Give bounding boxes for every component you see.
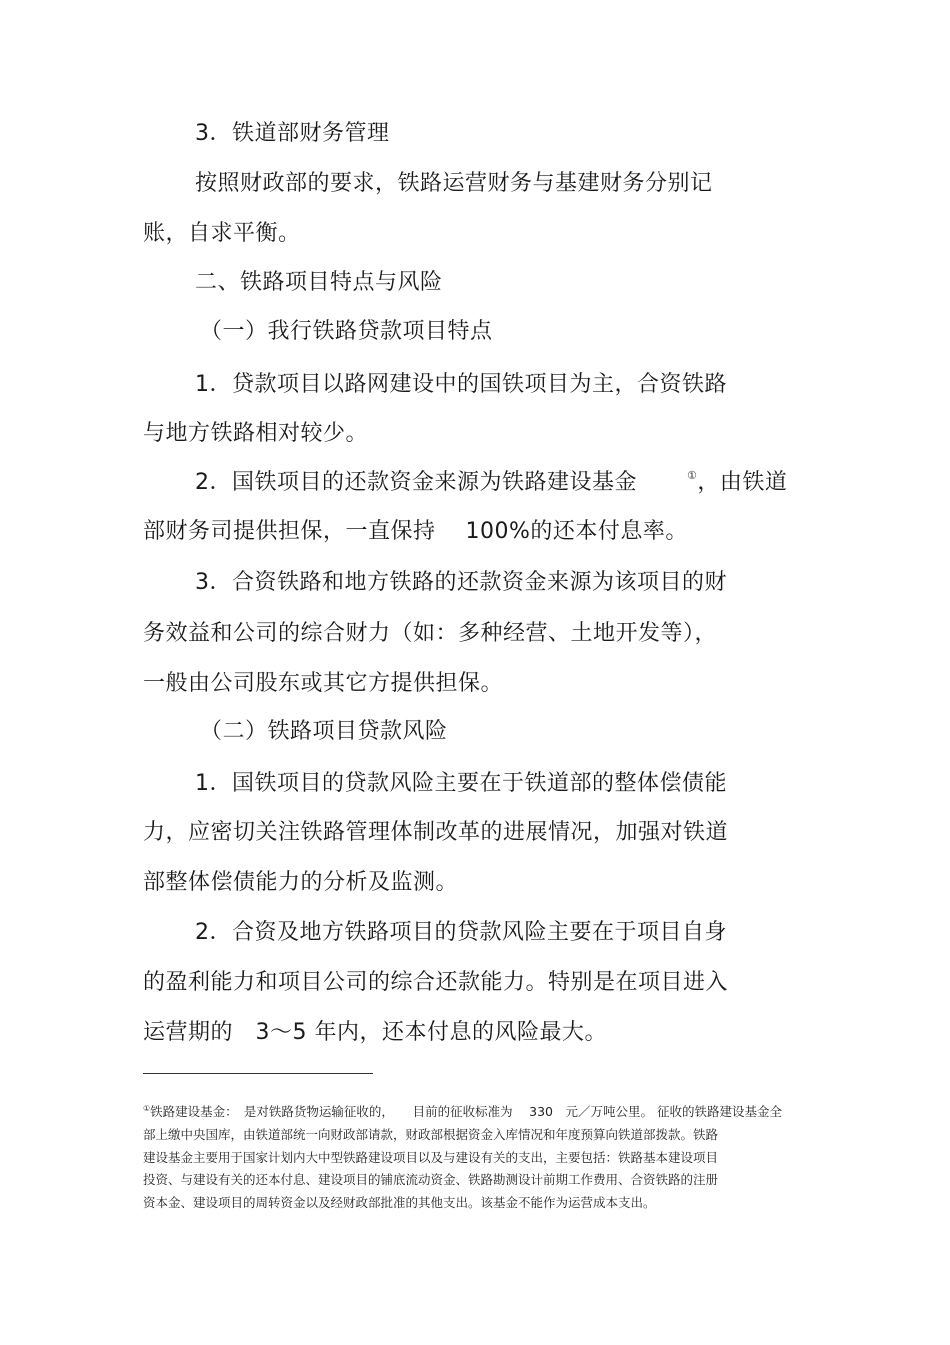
footnote-line: 资本金、建设项目的周转资金以及经财政部批准的其他支出。该基金不能作为运营成本支出。 [143,1195,656,1210]
paragraph-line: 2．合资及地方铁路项目的贷款风险主要在于项目自身 [195,920,727,945]
paragraph-line [195,468,787,501]
footnote-line: 投资、与建设有关的还本付息、建设项目的铺底流动资金、铁路勘测设计前期工作费用、合资铁路的注册 [143,1172,719,1187]
paragraph-text: ，由铁道 [697,470,788,495]
section-heading-finance: 3．铁道部财务管理 [195,121,390,146]
paragraph-line: 部整体偿债能力的分析及监测。 [143,870,459,895]
paragraph-line: 与地方铁路相对较少。 [143,421,369,446]
footnote-text: 铁路建设基金： 是对铁路货物运输征收的， 目前的征收标准为 330 元／万吨公里。 征收的铁路建设基金全 [150,1104,782,1119]
paragraph-line: 运营期的 3～5 年内，还本付息的风险最大。 [143,1020,607,1045]
paragraph-text: 2．国铁项目的还款资金来源为铁路建设基金 [195,470,637,495]
footnote-marker[interactable]: ① [687,469,698,482]
paragraph-line: 按照财政部的要求，铁路运营财务与基建财务分别记 [195,171,713,196]
paragraph-line: 3．合资铁路和地方铁路的还款资金来源为该项目的财 [195,570,727,595]
footnote-marker: ① [143,1104,151,1113]
subsection-heading-risks: （二）铁路项目贷款风险 [200,719,448,744]
footnote-line: 建设基金主要用于国家计划内大中型铁路建设项目以及与建设有关的支出，主要包括：铁路基本建设项目 [143,1150,719,1165]
paragraph-line: 的盈利能力和项目公司的综合还款能力。特别是在项目进入 [143,970,729,995]
section-heading-features-risks: 二、铁路项目特点与风险 [195,270,443,295]
paragraph-line: 务效益和公司的综合财力（如：多种经营、土地开发等）， [143,621,718,646]
footnote-separator [143,1073,373,1074]
paragraph-line: 1．国铁项目的贷款风险主要在于铁道部的整体偿债能 [195,771,727,796]
footnote-line: 部上缴中央国库，由铁道部统一向财政部请款，财政部根据资金入库情况和年度预算向铁道部拨款。铁路 [143,1127,719,1142]
paragraph-line: 账，自求平衡。 [143,221,301,246]
paragraph-line: 部财务司提供担保，一直保持 100%的还本付息率。 [143,519,688,544]
footnote-line [143,1104,782,1122]
paragraph-line: 1．贷款项目以路网建设中的国铁项目为主，合资铁路 [195,372,727,397]
paragraph-line: 一般由公司股东或其它方提供担保。 [143,671,504,696]
paragraph-line: 力，应密切关注铁路管理体制改革的进展情况，加强对铁道 [143,820,729,845]
subsection-heading-features: （一）我行铁路贷款项目特点 [200,319,493,344]
